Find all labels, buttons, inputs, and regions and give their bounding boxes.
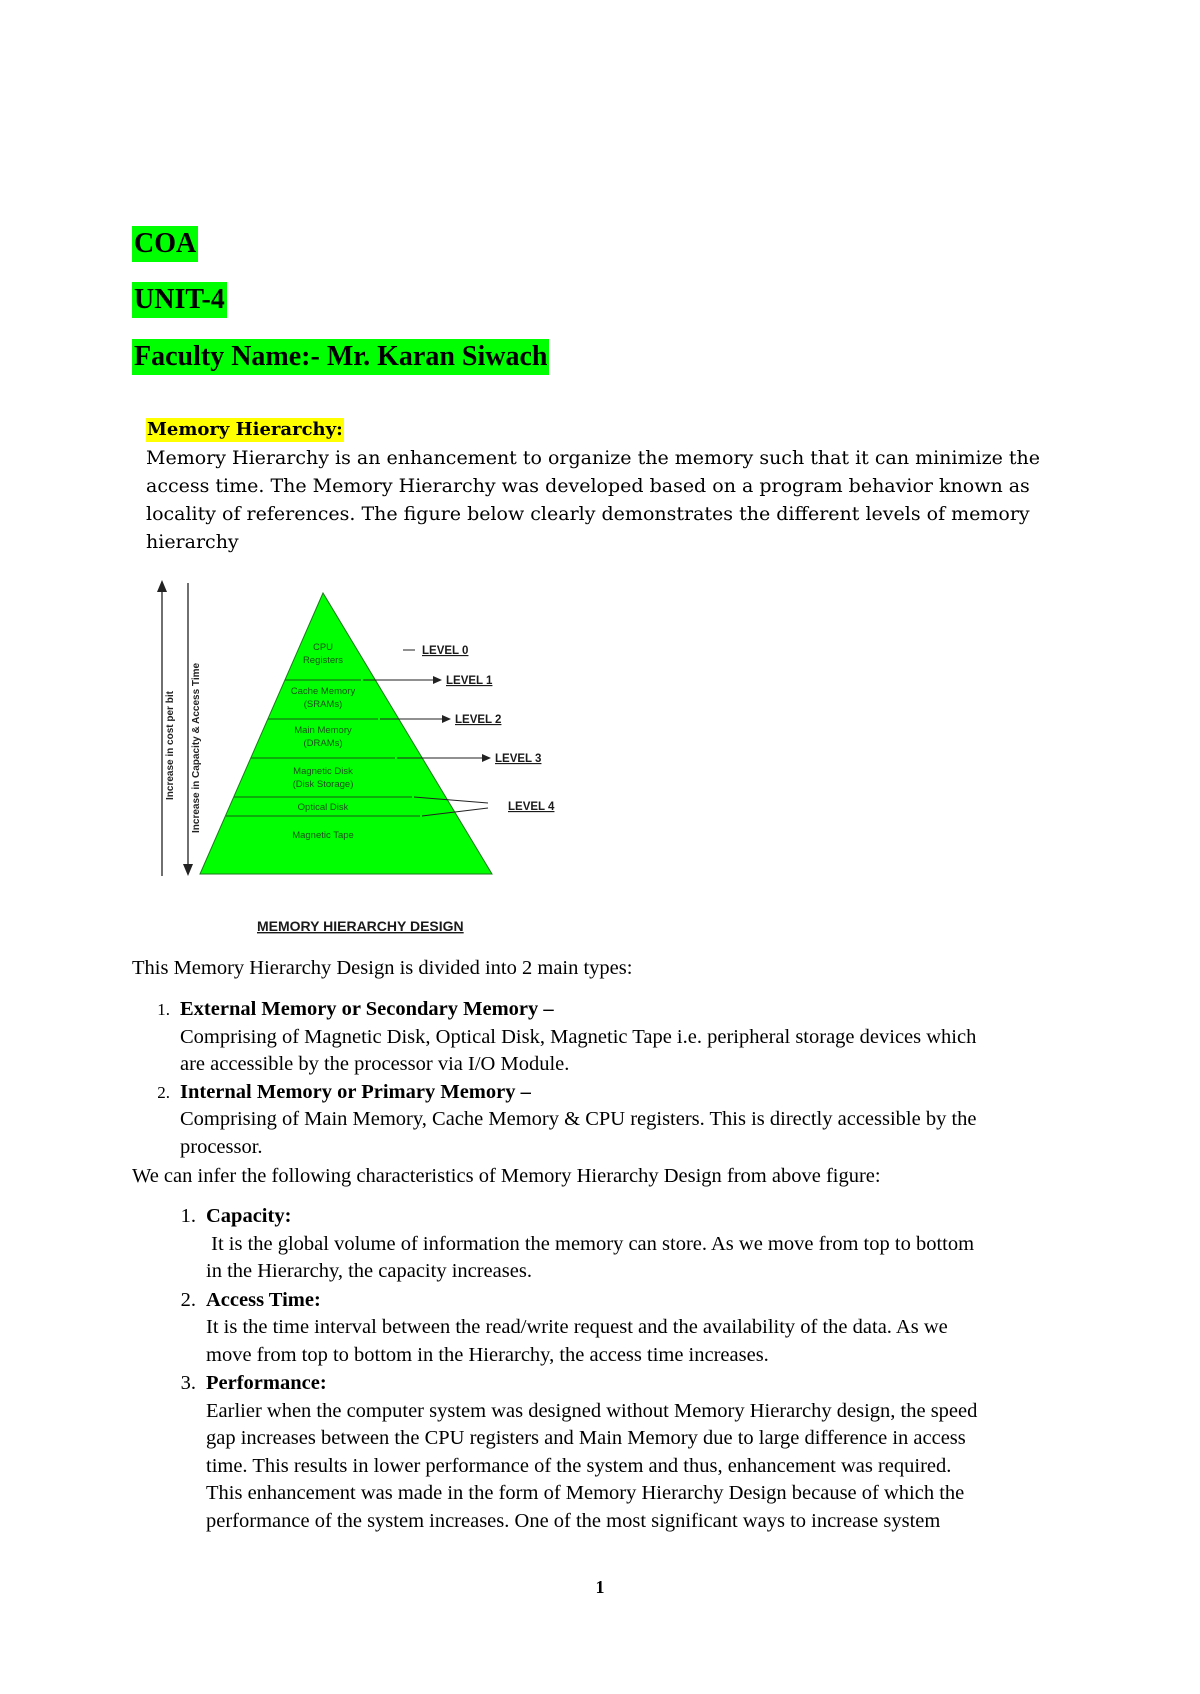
level-0-label: LEVEL 0 [422, 645, 469, 657]
pointer-arrow-icon [442, 715, 451, 723]
characteristics-list [180, 1203, 1121, 1536]
intro-line: hierarchy [146, 531, 239, 553]
list-item-line: This enhancement was made in the form of Memory Hierarchy Design because of which the [206, 1482, 965, 1504]
capacity-arrow-head-icon [183, 864, 193, 876]
list-item-line: Earlier when the computer system was designed without Memory Hierarchy design, the speed [206, 1399, 978, 1422]
list-item-line: processor. [180, 1135, 263, 1158]
axis-inner-label: Increase in Capacity & Access Time [191, 662, 202, 833]
intro-line: access time. The Memory Hierarchy was developed based on a program behavior known as [146, 475, 1030, 497]
list-item-line: are accessible by the processor via I/O Module. [180, 1053, 570, 1075]
layer-label-cache-sub: (SRAMs) [303, 699, 343, 710]
list-number: 1. [180, 1205, 196, 1227]
course-heading [132, 226, 198, 262]
layer-label-disk: Magnetic Disk [293, 766, 353, 777]
intro-line: Memory Hierarchy is an enhancement to organize the memory such that it can minimize the [146, 447, 1041, 469]
characteristics-intro: We can infer the following characteristics of Memory Hierarchy Design from above figure: [132, 1165, 881, 1187]
types-list [157, 996, 1135, 1161]
layer-label-tape: Magnetic Tape [292, 830, 354, 841]
course-title: COA [132, 226, 198, 262]
layer-label-optical: Optical Disk [297, 802, 349, 813]
level-4-label: LEVEL 4 [508, 801, 555, 813]
list-item [180, 1370, 1121, 1535]
list-item-line: time. This results in lower performance of the system and thus, enhancement was required. [206, 1454, 952, 1477]
list-item-title: Capacity: [206, 1205, 292, 1227]
layer-label-disk-sub: (Disk Storage) [292, 779, 354, 790]
pointer-arrow-icon [433, 676, 442, 684]
list-item [157, 996, 1135, 1079]
page-number: 1 [595, 1577, 605, 1597]
types-intro: This Memory Hierarchy Design is divided into 2 main types: [132, 957, 633, 979]
unit-title: UNIT-4 [132, 282, 227, 318]
cost-arrow-head-icon [157, 580, 167, 592]
intro-paragraph [146, 444, 1076, 556]
list-number: 3. [180, 1372, 196, 1394]
list-item [157, 1079, 1135, 1162]
list-item-title: Performance: [206, 1372, 327, 1394]
intro-line: locality of references. The figure below clearly demonstrates the different levels of memory [146, 503, 1030, 525]
list-number: 2. [157, 1082, 170, 1102]
layer-label-main-sub: (DRAMs) [303, 738, 343, 749]
list-item [180, 1287, 1121, 1370]
list-item-line: Comprising of Magnetic Disk, Optical Disk, Magnetic Tape i.e. peripheral storage devices which [180, 1025, 977, 1048]
list-number: 2. [180, 1288, 196, 1311]
list-item-line: It is the global volume of information the memory can store. As we move from top to bottom [206, 1232, 975, 1255]
section-title [146, 418, 344, 442]
list-item-line: in the Hierarchy, the capacity increases. [206, 1260, 532, 1282]
faculty-name: Faculty Name:- Mr. Karan Siwach [132, 339, 549, 375]
list-item-line: Comprising of Main Memory, Cache Memory & CPU registers. This is directly accessible by the [180, 1108, 977, 1130]
layer-label-cpu: CPU [312, 642, 334, 653]
pointer-arrow-icon [482, 754, 491, 762]
memory-hierarchy-diagram [150, 578, 610, 938]
faculty-heading [132, 339, 549, 375]
list-item-title: Access Time: [206, 1288, 321, 1311]
axis-outer-label: Increase in cost per bit [165, 691, 176, 800]
layer-label-main: Main Memory [294, 725, 352, 736]
diagram-caption: MEMORY HIERARCHY DESIGN [257, 918, 464, 934]
list-item-line: move from top to bottom in the Hierarchy, the access time increases. [206, 1343, 769, 1366]
list-item-line: gap increases between the CPU registers and Main Memory due to large difference in access [206, 1427, 966, 1449]
list-item-line: It is the time interval between the read/write request and the availability of the data. As we [206, 1316, 948, 1338]
memory-hierarchy-title: Memory Hierarchy: [147, 419, 343, 440]
unit-heading [132, 282, 227, 318]
list-number: 1. [157, 1000, 170, 1019]
list-item-title: External Memory or Secondary Memory – [180, 998, 554, 1020]
list-item-line: performance of the system increases. One of the most significant ways to increase system [206, 1509, 941, 1532]
level-1-label: LEVEL 1 [446, 675, 493, 687]
list-item-title: Internal Memory or Primary Memory – [180, 1080, 531, 1103]
list-item [180, 1203, 1121, 1286]
layer-label-cache: Cache Memory [290, 686, 356, 697]
level-2-label: LEVEL 2 [455, 714, 502, 726]
layer-label-cpu-sub: Registers [302, 655, 344, 666]
level-3-label: LEVEL 3 [495, 753, 542, 765]
